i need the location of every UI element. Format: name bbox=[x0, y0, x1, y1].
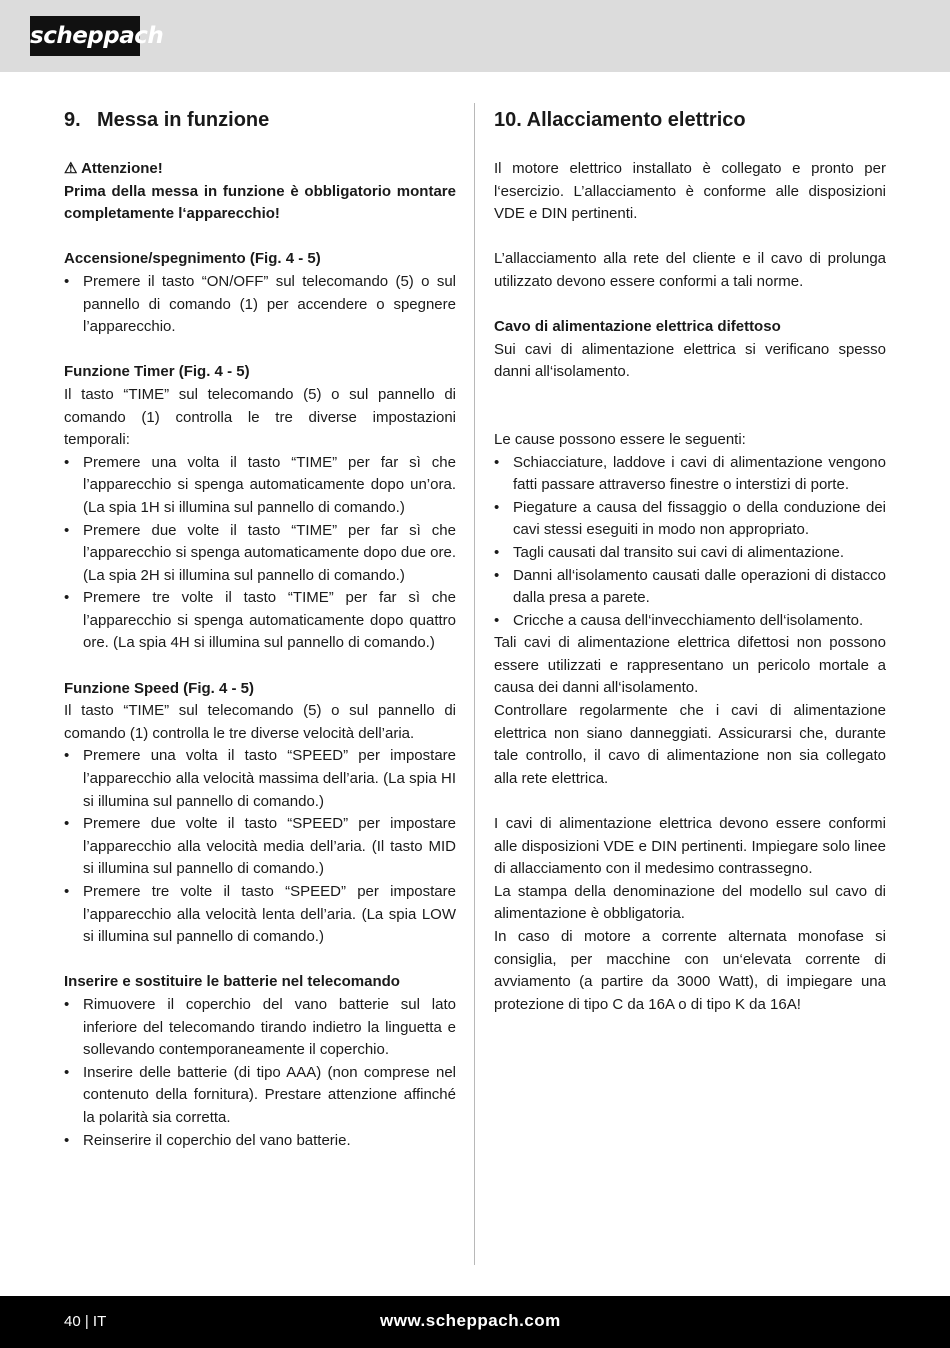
power-list bbox=[64, 271, 456, 339]
section-heading-10: 10. Allacciamento elettrico bbox=[494, 109, 746, 131]
list-item: • Premere due volte il tasto “TIME” per far sì che l’apparecchio si spenga automaticamente dopo due ore. (La spia 2H si illumina sul pannello di comando.) bbox=[64, 520, 456, 588]
causes-list bbox=[494, 452, 886, 633]
batteries-list bbox=[64, 994, 456, 1152]
left-column bbox=[64, 106, 456, 1152]
list-item: • Inserire delle batterie (di tipo AAA) (non comprese nel contenuto della fornitura). Prestare attenzione affinché la polarità sia corretta. bbox=[64, 1062, 456, 1130]
warning-icon: ⚠ bbox=[64, 160, 78, 177]
subheading-timer: Funzione Timer (Fig. 4 - 5) bbox=[64, 363, 250, 381]
list-item: • Cricche a causa dell‘invecchiamento dell‘isolamento. bbox=[494, 610, 886, 633]
subheading-batteries: Inserire e sostituire le batterie nel telecomando bbox=[64, 973, 400, 991]
list-item: • Premere una volta il tasto “TIME” per far sì che l’apparecchio si spenga automaticamente dopo un’ora. (La spia 1H si illumina sul pannello di comando.) bbox=[64, 452, 456, 520]
timer-intro: Il tasto “TIME” sul telecomando (5) o sul pannello di comando (1) controlla le tre diverse impostazioni temporali: bbox=[64, 385, 456, 449]
paragraph: Sui cavi di alimentazione elettrica si verificano spesso danni all‘isolamento. bbox=[494, 340, 886, 381]
list-item: • Piegature a causa del fissaggio o della conduzione dei cavi stessi eseguiti in modo non appropriato. bbox=[494, 497, 886, 542]
causes-intro: Le cause possono essere le seguenti: bbox=[494, 430, 746, 448]
list-item: • Premere tre volte il tasto “TIME” per far sì che l’apparecchio si spenga automaticamente dopo quattro ore. (La spia 4H si illumina sul pannello di comando.) bbox=[64, 587, 456, 655]
paragraph: In caso di motore a corrente alternata monofase si consiglia, per macchine con un‘elevata corrente di avviamento (a partire da 3000 Watt), di impiegare una protezione di tipo C da 16A o di tipo K da 16A! bbox=[494, 928, 886, 1013]
speed-intro: Il tasto “TIME” sul telecomando (5) o sul pannello di comando (1) controlla le tre diverse velocità dell’aria. bbox=[64, 702, 456, 742]
paragraph: L’allacciamento alla rete del cliente e il cavo di prolunga utilizzato devono essere conformi a tali norme. bbox=[494, 250, 886, 290]
page-number: 40 | IT bbox=[64, 1313, 107, 1330]
right-column bbox=[494, 106, 886, 1016]
paragraph: La stampa della denominazione del modello sul cavo di alimentazione è obbligatoria. bbox=[494, 882, 886, 923]
speed-list bbox=[64, 745, 456, 948]
list-item: • Reinserire il coperchio del vano batterie. bbox=[64, 1130, 456, 1153]
list-item: • Rimuovere il coperchio del vano batterie sul lato inferiore del telecomando tirando indietro la linguetta e sollevando contemporaneamente il coperchio. bbox=[64, 994, 456, 1062]
list-item: • Tagli causati dal transito sui cavi di alimentazione. bbox=[494, 542, 886, 565]
list-item: • Premere una volta il tasto “SPEED” per impostare l’apparecchio alla velocità massima dell’aria. (La spia HI si illumina sul pannello di comando.) bbox=[64, 745, 456, 813]
list-item: • Schiacciature, laddove i cavi di alimentazione vengono fatti passare attraverso finestre o interstizi di porte. bbox=[494, 452, 886, 497]
website-link[interactable]: www.scheppach.com bbox=[380, 1311, 561, 1330]
brand-logo: scheppach bbox=[30, 16, 140, 56]
list-item: • Premere il tasto “ON/OFF” sul telecomando (5) o sul pannello di comando (1) per accendere o spegnere l’apparecchio. bbox=[64, 271, 456, 339]
paragraph: Controllare regolarmente che i cavi di alimentazione elettrica non siano danneggiati. Assicurarsi che, durante tale controllo, il cavo di alimentazione non sia collegato alla rete elettrica. bbox=[494, 702, 886, 787]
list-item: • Danni all‘isolamento causati dalle operazioni di distacco dalla presa a parete. bbox=[494, 565, 886, 610]
section-heading-9: 9. Messa in funzione bbox=[64, 109, 270, 131]
paragraph: I cavi di alimentazione elettrica devono essere conformi alle disposizioni VDE e DIN pertinenti. Impiegare solo linee di allacciamento con il medesimo contrassegno. bbox=[494, 815, 886, 878]
paragraph: Il motore elettrico installato è collegato e pronto per l‘esercizio. L’allacciamento è conforme alle disposizioni VDE e DIN pertinenti. bbox=[494, 160, 886, 223]
timer-list bbox=[64, 452, 456, 655]
paragraph: Tali cavi di alimentazione elettrica difettosi non possono essere utilizzati e rappresentano un pericolo mortale a causa dei danni all‘isolamento. bbox=[494, 634, 886, 697]
subheading-speed: Funzione Speed (Fig. 4 - 5) bbox=[64, 679, 255, 697]
column-divider bbox=[474, 103, 475, 1265]
subheading-power: Accensione/spegnimento (Fig. 4 - 5) bbox=[64, 250, 321, 268]
page-header bbox=[0, 0, 950, 72]
page-footer bbox=[0, 1296, 950, 1348]
attention-label: ⚠ Attenzione! bbox=[64, 160, 163, 177]
attention-text: Prima della messa in funzione è obbligatorio montare completamente l‘apparecchio! bbox=[64, 182, 456, 223]
subheading-defective-cable: Cavo di alimentazione elettrica difettoso bbox=[494, 318, 781, 336]
list-item: • Premere due volte il tasto “SPEED” per impostare l’apparecchio alla velocità media dell’aria. (Il tasto MID si illumina sul pannello di comando.) bbox=[64, 813, 456, 881]
list-item: • Premere tre volte il tasto “SPEED” per impostare l’apparecchio alla velocità lenta dell’aria. (La spia LOW si illumina sul pannello di comando.) bbox=[64, 881, 456, 949]
